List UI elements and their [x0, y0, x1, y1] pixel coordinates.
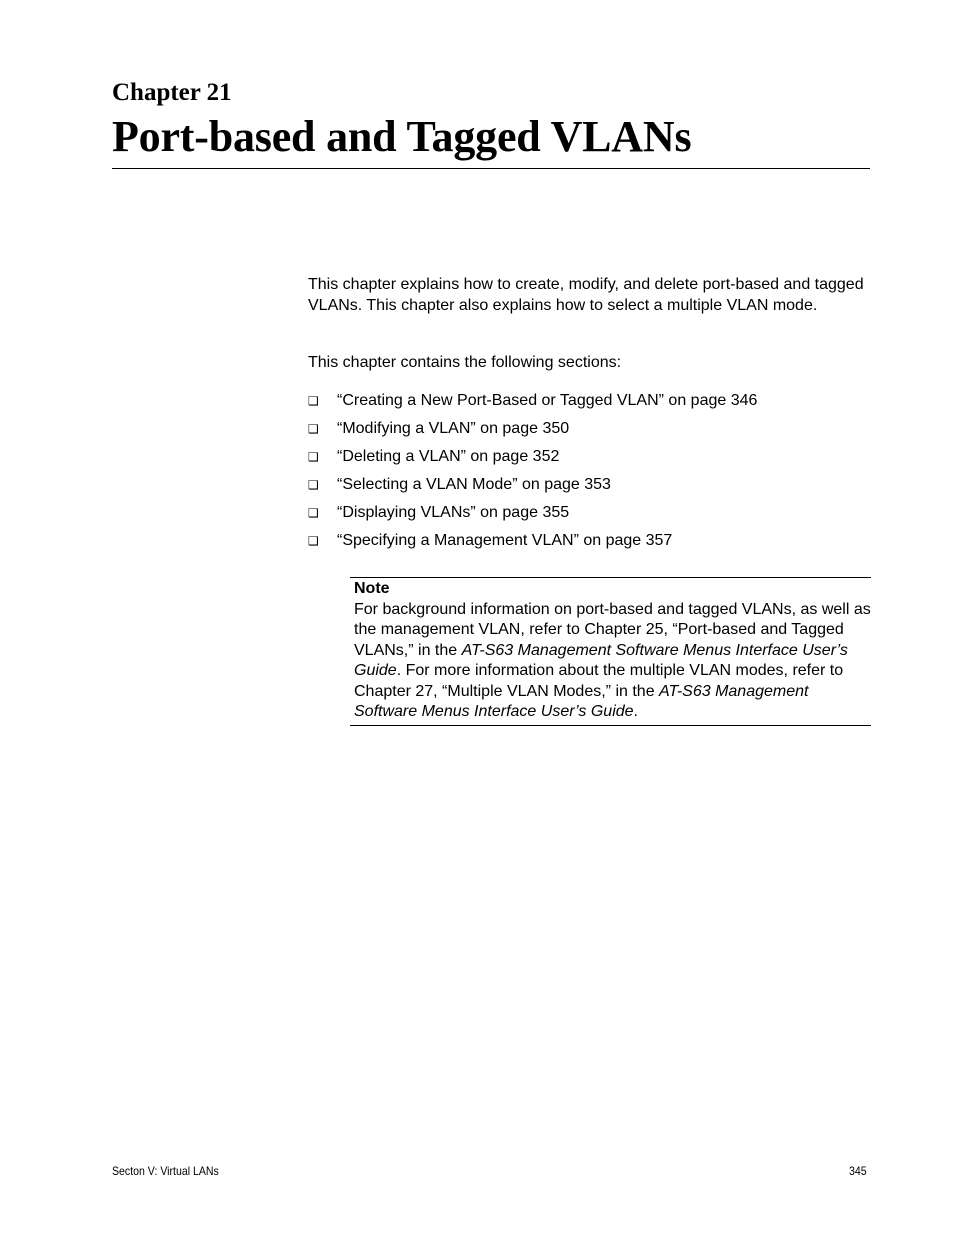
checkbox-bullet-icon: ❑	[308, 394, 319, 408]
section-link-text: “Specifying a Management VLAN” on page 357	[337, 532, 673, 549]
checkbox-bullet-icon: ❑	[308, 422, 319, 436]
checkbox-bullet-icon: ❑	[308, 450, 319, 464]
list-item	[308, 391, 870, 419]
section-link-text: “Modifying a VLAN” on page 350	[337, 420, 570, 437]
footer-page-number: 345	[849, 1164, 867, 1178]
list-item	[308, 447, 870, 475]
section-link-text: “Displaying VLANs” on page 355	[337, 504, 570, 521]
note-text: For background information on port-based and tagged VLANs, as well as the management VLAN, refer to Chapter 25, “Port-based and Tagged VLANs,” in the	[354, 600, 871, 659]
guide-title: AT-S63 Management Software Menus Interface User’s Guide	[354, 641, 848, 679]
section-list	[308, 391, 870, 559]
sections-intro: This chapter contains the following sections:	[308, 354, 622, 371]
note-body	[354, 600, 871, 723]
section-link-text: “Creating a New Port-Based or Tagged VLAN” on page 346	[337, 392, 758, 409]
checkbox-bullet-icon: ❑	[308, 506, 319, 520]
chapter-title: Port-based and Tagged VLANs	[112, 112, 692, 161]
list-item	[308, 503, 870, 531]
guide-title: AT-S63 Management Software Menus Interface User’s Guide	[354, 682, 809, 720]
note-heading: Note	[354, 580, 390, 597]
section-link-text: “Deleting a VLAN” on page 352	[337, 448, 560, 465]
chapter-label: Chapter 21	[112, 79, 232, 106]
list-item	[308, 531, 870, 559]
list-item	[308, 419, 870, 447]
checkbox-bullet-icon: ❑	[308, 534, 319, 548]
note-text: .	[633, 703, 638, 720]
checkbox-bullet-icon: ❑	[308, 478, 319, 492]
footer-section-title: Secton V: Virtual LANs	[112, 1164, 219, 1178]
list-item	[308, 475, 870, 503]
note-box	[350, 577, 871, 726]
section-link-text: “Selecting a VLAN Mode” on page 353	[337, 476, 611, 493]
title-divider	[112, 168, 870, 169]
intro-paragraph: This chapter explains how to create, modify, and delete port-based and tagged VLANs. This chapter also explains how to select a multiple VLAN mode.	[308, 276, 864, 314]
note-text: . For more information about the multiple VLAN modes, refer to Chapter 27, “Multiple VLAN Modes,” in the	[354, 662, 844, 700]
